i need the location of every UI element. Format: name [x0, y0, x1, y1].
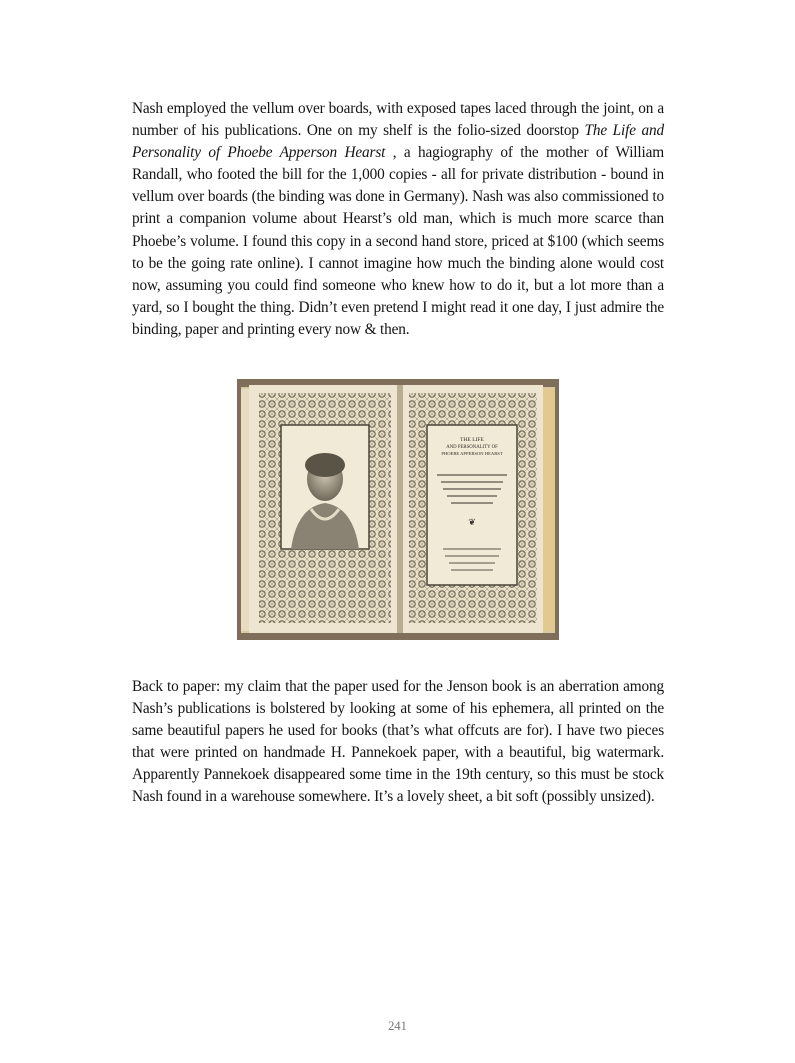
page-number: 241	[388, 1019, 407, 1033]
body-paragraph-1	[132, 98, 664, 341]
book-title: The Life and Personality of Phoebe Apperson Hearst	[132, 122, 665, 162]
open-book-illustration	[237, 379, 559, 640]
body-paragraph-2: Back to paper: my claim that the paper used for the Jenson book is an aberration among Nash’s publications is bolstered by looking at some of his ephemera, all printed on the same beautiful papers he used for books (that’s what offcuts are for). I have two pieces that were printed on handmade H. Pannekoek paper, with a beautiful, big watermark. Apparently Pannekoek disappeared some time in the 19th century, so this must be stock Nash found in a warehouse somewhere. It’s a lovely sheet, a bit soft (possibly unsized).	[132, 678, 664, 806]
paragraph-text-after-title: , a hagiography of the mother of William Randall, who footed the bill for the 1,000 copies - all for private distribution - bound in vellum over boards (the binding was done in Germany). Nash was also commissioned to print a companion volume about Hearst’s old man, which is much more scarce than Phoebe’s volume. I found this copy in a second hand store, priced at $100 (which seems to be the going rate online). I cannot imagine how much the binding alone would cost now, assuming you could find someone who knew how to do it, but a lot more than a yard, so I bought the thing. Didn’t even pretend I might read it one day, I just admire the binding, paper and printing every now & then.	[132, 144, 664, 338]
title-page-line-3: PHOEBE APPERSON HEARST	[441, 451, 503, 456]
title-page-line-2: AND PERSONALITY OF	[446, 445, 498, 450]
title-page-line-1: THE LIFE	[460, 437, 484, 443]
paragraph-text-before-title: Nash employed the vellum over boards, with exposed tapes laced through the joint, on a number of his publications. One on my shelf is the folio-sized doorstop	[132, 100, 664, 140]
right-page-edges	[543, 389, 555, 631]
portrait-hair	[305, 453, 345, 477]
printer-device-icon: ❦	[468, 518, 476, 528]
book-photo	[237, 379, 559, 640]
